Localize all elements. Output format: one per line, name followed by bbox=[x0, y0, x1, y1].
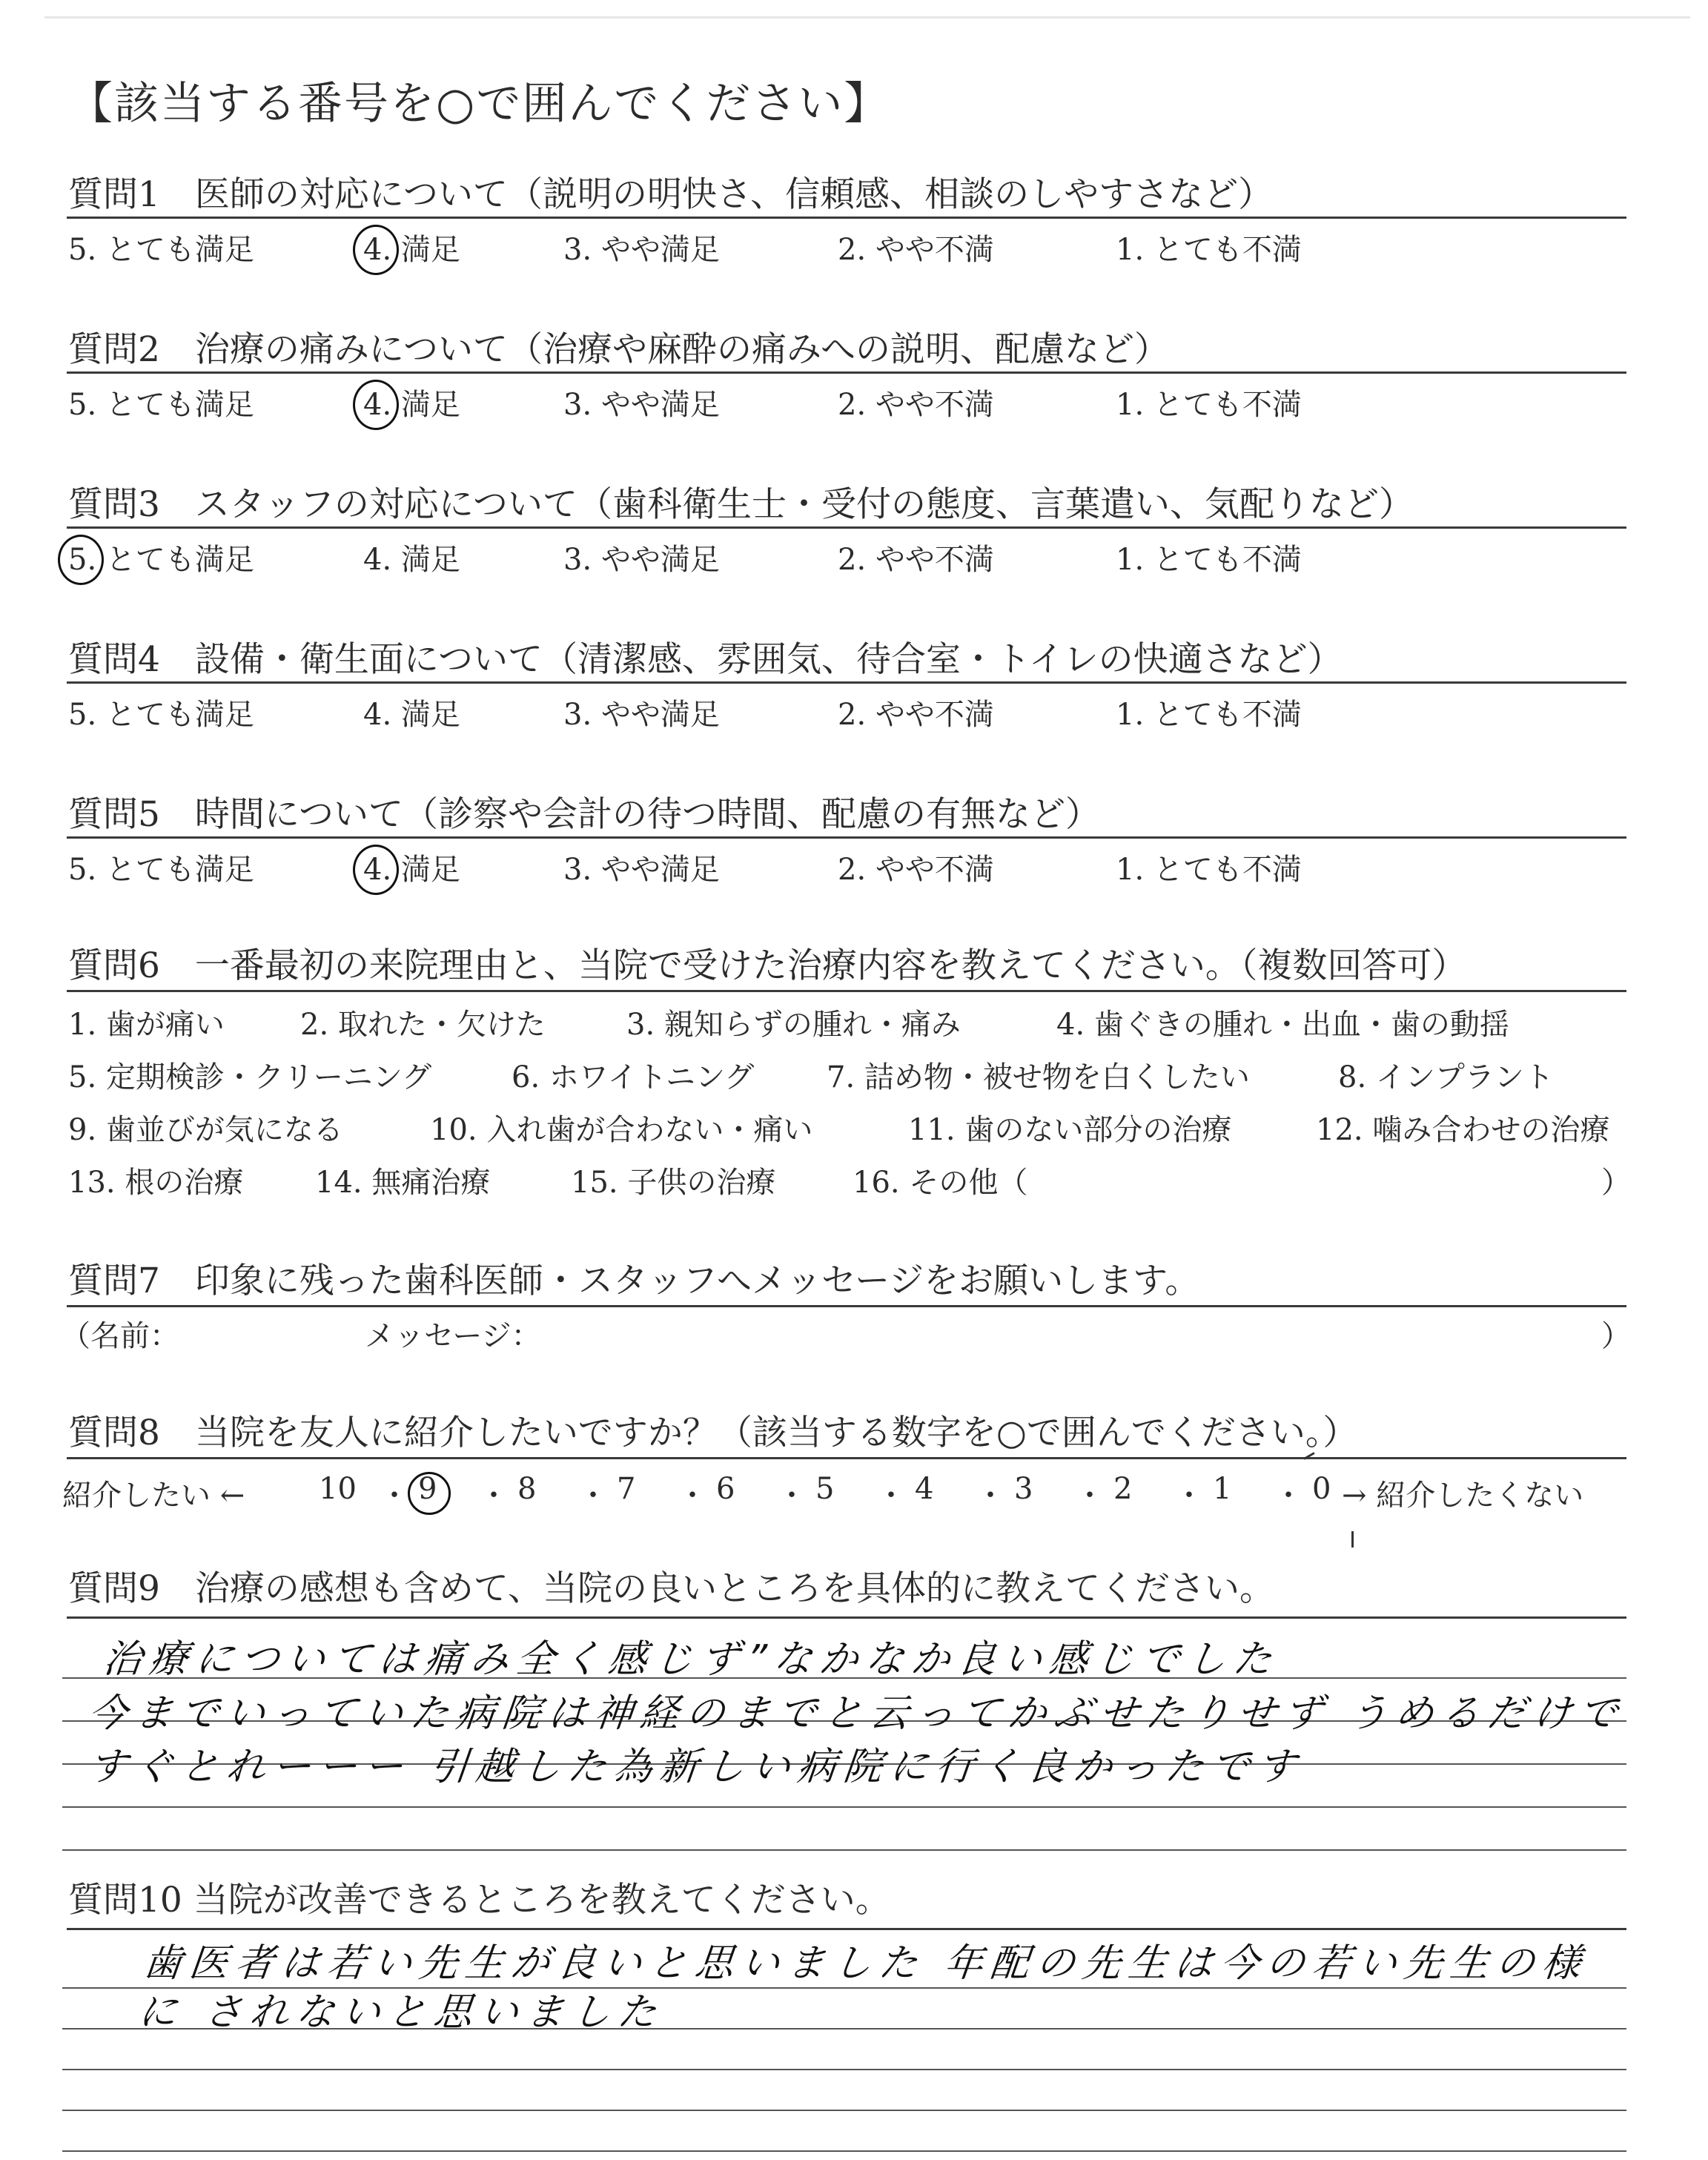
q8-scale-10[interactable]: 10 bbox=[319, 1472, 357, 1506]
q8-separator: ・ bbox=[976, 1479, 1005, 1513]
question-3-option-1[interactable]: 1. とても不満 bbox=[1116, 543, 1302, 577]
question-4-option-2[interactable]: 2. やや不満 bbox=[838, 698, 994, 732]
q9-writing-line bbox=[62, 1806, 1626, 1808]
q6-underline bbox=[67, 990, 1626, 992]
q8-separator: ・ bbox=[479, 1479, 509, 1513]
question-1-option-3[interactable]: 3. やや満足 bbox=[563, 233, 720, 267]
question-2-option-2[interactable]: 2. やや不満 bbox=[838, 388, 994, 422]
q6-option-9[interactable]: 9. 歯並びが気になる bbox=[68, 1113, 343, 1147]
question-3-option-2[interactable]: 2. やや不満 bbox=[838, 543, 994, 577]
question-5-option-2[interactable]: 2. やや不満 bbox=[838, 853, 994, 887]
question-5-selected-circle bbox=[353, 845, 399, 895]
q8-scale-8[interactable]: 8 bbox=[517, 1472, 537, 1506]
q6-close-paren: ） bbox=[1601, 1166, 1631, 1200]
question-5-option-4[interactable]: 4. 満足 bbox=[363, 853, 460, 887]
question-2-option-1[interactable]: 1. とても不満 bbox=[1116, 388, 1302, 422]
q7-message-label: メッセージ： bbox=[365, 1319, 541, 1353]
question-1-option-1[interactable]: 1. とても不満 bbox=[1116, 233, 1302, 267]
question-1-underline bbox=[67, 217, 1626, 219]
q8-scale-2[interactable]: 2 bbox=[1113, 1472, 1133, 1506]
question-3-option-4[interactable]: 4. 満足 bbox=[363, 543, 460, 577]
q8-scale-3[interactable]: 3 bbox=[1014, 1472, 1033, 1506]
q8-scale-4[interactable]: 4 bbox=[915, 1472, 934, 1506]
question-4-option-5[interactable]: 5. とても満足 bbox=[68, 698, 254, 732]
question-3-underline bbox=[67, 526, 1626, 529]
q8-separator: ・ bbox=[1075, 1479, 1105, 1513]
question-2-option-4[interactable]: 4. 満足 bbox=[363, 388, 460, 422]
q8-right-label: → 紹介したくない bbox=[1342, 1479, 1584, 1513]
q8-left-label: 紹介したい ← bbox=[62, 1479, 245, 1513]
sheet-top-edge bbox=[44, 16, 1690, 19]
q7-name-label: （名前： bbox=[61, 1319, 179, 1353]
q6-option-5[interactable]: 5. 定期検診・クリーニング bbox=[68, 1060, 432, 1094]
question-2-heading: 質問2 治療の痛みについて（治療や麻酔の痛みへの説明、配慮など） bbox=[68, 329, 1170, 370]
q8-separator: ・ bbox=[1174, 1479, 1204, 1513]
q6-option-11[interactable]: 11. 歯のない部分の治療 bbox=[908, 1113, 1232, 1147]
q8-heading: 質問8 当院を友人に紹介したいですか？（該当する数字を○で囲んでください。） bbox=[68, 1413, 1358, 1453]
q10-heading: 質問10 当院が改善できるところを教えてください。 bbox=[68, 1880, 890, 1920]
q8-scale-1[interactable]: 1 bbox=[1213, 1472, 1232, 1506]
question-4-underline bbox=[67, 681, 1626, 684]
q6-option-16[interactable]: 16. その他（ bbox=[853, 1166, 1028, 1200]
q8-separator: ・ bbox=[876, 1479, 906, 1513]
question-5-heading: 質問5 時間について（診察や会計の待つ時間、配慮の有無など） bbox=[68, 794, 1100, 835]
q8-separator: ・ bbox=[678, 1479, 707, 1513]
question-4-option-1[interactable]: 1. とても不満 bbox=[1116, 698, 1302, 732]
q10-writing-line bbox=[62, 2069, 1626, 2070]
q6-option-1[interactable]: 1. 歯が痛い bbox=[68, 1008, 225, 1042]
q6-option-6[interactable]: 6. ホワイトニング bbox=[512, 1060, 755, 1094]
page-title: 【該当する番号を○で囲んでください】 bbox=[68, 78, 890, 130]
q10-writing-line bbox=[62, 2110, 1626, 2111]
q9-handwritten-answer: 治療については痛み全く感じず”なかなか良い感じでした bbox=[101, 1637, 1282, 1682]
question-4-option-4[interactable]: 4. 満足 bbox=[363, 698, 460, 732]
q8-scale-5[interactable]: 5 bbox=[815, 1472, 835, 1506]
q6-option-7[interactable]: 7. 詰め物・被せ物を白くしたい bbox=[827, 1060, 1250, 1094]
q10-underline bbox=[67, 1928, 1626, 1930]
question-3-heading: 質問3 スタッフの対応について（歯科衛生士・受付の態度、言葉遣い、気配りなど） bbox=[68, 484, 1414, 525]
question-5-option-5[interactable]: 5. とても満足 bbox=[68, 853, 254, 887]
q8-separator: ・ bbox=[777, 1479, 807, 1513]
q7-underline bbox=[67, 1305, 1626, 1307]
q9-underline bbox=[67, 1616, 1626, 1619]
q7-close-paren: ） bbox=[1601, 1319, 1631, 1353]
q8-underline bbox=[67, 1457, 1626, 1459]
q8-scale-7[interactable]: 7 bbox=[617, 1472, 636, 1506]
question-1-option-2[interactable]: 2. やや不満 bbox=[838, 233, 994, 267]
q6-option-8[interactable]: 8. インプラント bbox=[1338, 1060, 1554, 1094]
q8-scale-0[interactable]: 0 bbox=[1312, 1472, 1331, 1506]
question-3-option-3[interactable]: 3. やや満足 bbox=[563, 543, 720, 577]
q6-option-4[interactable]: 4. 歯ぐきの腫れ・出血・歯の動揺 bbox=[1056, 1008, 1509, 1042]
question-1-heading: 質問1 医師の対応について（説明の明快さ、信頼感、相談のしやすさなど） bbox=[68, 174, 1274, 215]
question-4-option-3[interactable]: 3. やや満足 bbox=[563, 698, 720, 732]
question-3-selected-circle bbox=[58, 535, 104, 585]
q6-option-2[interactable]: 2. 取れた・欠けた bbox=[300, 1008, 546, 1042]
q6-option-10[interactable]: 10. 入れ歯が合わない・痛い bbox=[430, 1113, 813, 1147]
q7-heading: 質問7 印象に残った歯科医師・スタッフへメッセージをお願いします。 bbox=[68, 1261, 1200, 1301]
question-1-option-5[interactable]: 5. とても満足 bbox=[68, 233, 254, 267]
question-3-option-5[interactable]: 5. とても満足 bbox=[68, 543, 254, 577]
q6-option-12[interactable]: 12. 噛み合わせの治療 bbox=[1316, 1113, 1610, 1147]
question-2-selected-circle bbox=[353, 380, 399, 430]
question-5-option-1[interactable]: 1. とても不満 bbox=[1116, 853, 1302, 887]
pen-mark bbox=[1351, 1531, 1354, 1548]
q9-handwritten-answer: 今までいっていた病院は神経のまでと云ってかぶせたりせず うめるだけで bbox=[86, 1691, 1628, 1736]
question-4-heading: 質問4 設備・衛生面について（清潔感、雰囲気、待合室・トイレの快適さなど） bbox=[68, 639, 1343, 680]
q8-selected-circle bbox=[408, 1472, 451, 1515]
question-2-option-3[interactable]: 3. やや満足 bbox=[563, 388, 720, 422]
question-1-option-4[interactable]: 4. 満足 bbox=[363, 233, 460, 267]
q8-separator: ・ bbox=[578, 1479, 608, 1513]
q9-handwritten-answer: すぐとれーーー 引越した為新しい病院に行く良かったです bbox=[86, 1745, 1306, 1789]
q6-heading: 質問6 一番最初の来院理由と、当院で受けた治療内容を教えてください。（複数回答可） bbox=[68, 945, 1467, 986]
question-5-option-3[interactable]: 3. やや満足 bbox=[563, 853, 720, 887]
q10-writing-line bbox=[62, 2150, 1626, 2152]
q8-scale-6[interactable]: 6 bbox=[716, 1472, 735, 1506]
question-2-underline bbox=[67, 371, 1626, 374]
q8-separator: ・ bbox=[380, 1479, 409, 1513]
question-2-option-5[interactable]: 5. とても満足 bbox=[68, 388, 254, 422]
q9-writing-line bbox=[62, 1849, 1626, 1851]
q8-separator: ・ bbox=[1274, 1479, 1303, 1513]
q6-option-3[interactable]: 3. 親知らずの腫れ・痛み bbox=[626, 1008, 961, 1042]
q6-option-13[interactable]: 13. 根の治療 bbox=[68, 1166, 244, 1200]
q6-option-15[interactable]: 15. 子供の治療 bbox=[571, 1166, 776, 1200]
q10-handwritten-answer: 歯医者は若い先生が良いと思いました 年配の先生は今の若い先生の様に されないと思いました bbox=[136, 1941, 1591, 2035]
question-1-selected-circle bbox=[353, 225, 399, 275]
q8-scale-9[interactable]: 9 bbox=[418, 1472, 437, 1506]
q9-heading: 質問9 治療の感想も含めて、当院の良いところを具体的に教えてください。 bbox=[68, 1568, 1274, 1609]
question-5-underline bbox=[67, 836, 1626, 839]
q6-option-14[interactable]: 14. 無痛治療 bbox=[315, 1166, 491, 1200]
